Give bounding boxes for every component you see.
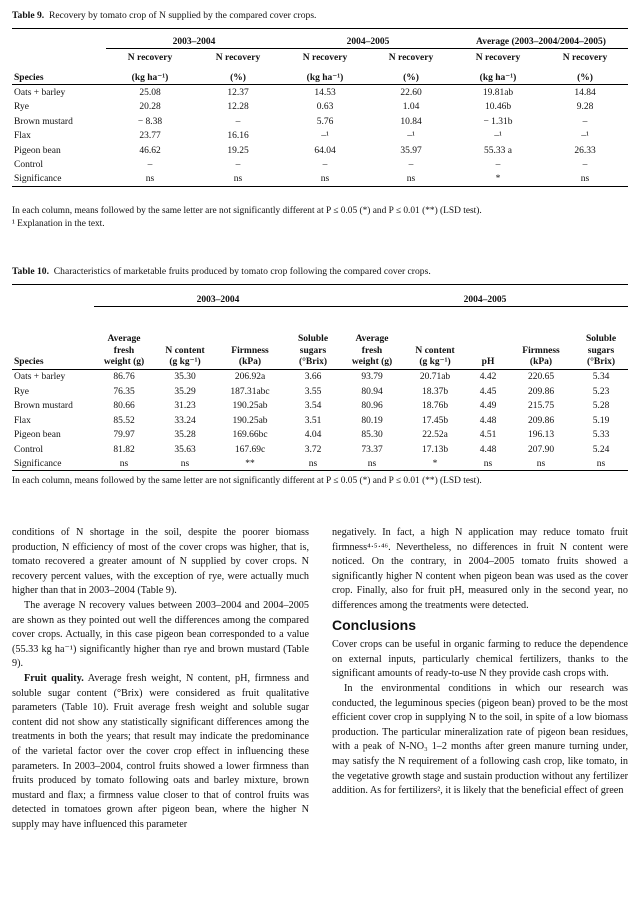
- table-cell: 190.25ab: [232, 415, 268, 426]
- table-cell: 4.42: [479, 372, 497, 383]
- table-cell: –: [147, 160, 153, 171]
- table10-col-header: [574, 317, 628, 369]
- table-row: [12, 172, 628, 187]
- table-row: [12, 85, 628, 100]
- table9-col-unit: (kg ha⁻¹): [282, 65, 368, 85]
- table-cell: 167.69c: [234, 444, 266, 455]
- table-cell: 5.28: [592, 401, 610, 412]
- table-cell: 9.28: [576, 102, 594, 113]
- table-cell: 1.04: [402, 102, 420, 113]
- table-cell: 209.86: [527, 386, 555, 397]
- table9-group-header: 2003–2004: [106, 29, 282, 49]
- table-cell: ns: [94, 456, 154, 471]
- table-cell: 79.97: [113, 430, 135, 441]
- table-cell: − 1.31b: [483, 116, 513, 127]
- table-cell: 196.13: [527, 430, 555, 441]
- table10-col-header: [216, 317, 284, 369]
- table9-note: In each column, means followed by the same letter are not significantly different at P ≤ 0.05 (*) and P ≤ 0.01 (**) (LSD test).: [12, 206, 482, 216]
- conclusions-heading: Conclusions: [332, 616, 417, 633]
- table9-col-header: N recovery: [475, 53, 521, 64]
- table10-col-header-line: N content: [165, 345, 205, 356]
- table-cell: 3.72: [304, 444, 322, 455]
- table10-col-header-line: sugars: [299, 345, 327, 356]
- table-cell: 19.81ab: [482, 87, 514, 98]
- table-cell: 18.37b: [421, 386, 449, 397]
- table-cell: 35.28: [174, 430, 196, 441]
- table-cell: 3.54: [304, 401, 322, 412]
- table-row: [12, 114, 628, 129]
- table-cell: 80.94: [361, 386, 383, 397]
- table9-col-unit: (kg ha⁻¹): [454, 65, 542, 85]
- table-cell: 10.84: [400, 116, 422, 127]
- table-cell: *: [402, 456, 468, 471]
- table-cell: 33.24: [174, 415, 196, 426]
- table10-col-header-line: Soluble: [297, 334, 329, 345]
- table10-species-header: Species: [12, 317, 94, 369]
- table-row: [12, 128, 628, 143]
- table-cell: 64.04: [314, 145, 336, 156]
- table-cell: 35.30: [174, 372, 196, 383]
- table10-col-header-line: Firmness: [231, 345, 269, 356]
- table-cell: 3.55: [304, 386, 322, 397]
- table-cell: –: [322, 160, 328, 171]
- table-cell: 76.35: [113, 386, 135, 397]
- table-cell: 22.52a: [422, 430, 448, 441]
- table-cell: ns: [284, 456, 342, 471]
- table-cell: *: [454, 172, 542, 187]
- table-cell: 31.23: [174, 401, 196, 412]
- table9-footnote: ¹ Explanation in the text.: [12, 219, 105, 229]
- table-cell: 35.63: [174, 444, 196, 455]
- table10-col-header: [468, 317, 508, 369]
- table10-col-header: [342, 317, 402, 369]
- table-cell: ns: [194, 172, 282, 187]
- paragraph: negatively. In fact, a high N application may reduce tomato fruit firmness⁴·⁵·⁴⁶. Nevertheless, no differences in fruit N content were noticed. On the contrary, in 2004–2005 tomato fruits showed a significantly higher N content when pigeon bean was used as the cover crop. Finally, also for fruit pH, measured only in the second year, no differences among the treatments were detected.: [332, 527, 628, 611]
- species-cell: Significance: [12, 172, 106, 187]
- table10-col-header-line: weight (g): [103, 357, 145, 368]
- table-cell: 4.04: [304, 430, 322, 441]
- paragraph-text: Average fresh weight, N content, pH, firmness and soluble sugar content (°Brix) were considered as fruit qualitative parameters (Table 10). Fruit average fresh weight and soluble sugar content did not show any statistically significant differences among the treatments in both the years; that result may indicate the predominance of the varietal factor over the cover crop effect in influencing these parameters. In 2003–2004, control fruits showed a lower firmness than fruits produced by tomato following oats and barley mixture, brown mustard and flax; a firmness value closer to that of control fruits was detected in tomatoes grown after pigeon bean, where the higher N supply may have influenced this parameter: [12, 672, 309, 830]
- species-cell: Flax: [14, 415, 31, 426]
- species-cell: Rye: [14, 102, 29, 113]
- table-cell: 206.92a: [234, 372, 266, 383]
- table10-group-header: 2004–2005: [342, 285, 628, 307]
- table-cell: 81.82: [113, 444, 135, 455]
- table-cell: ns: [368, 172, 454, 187]
- table-cell: 3.51: [304, 415, 322, 426]
- table-cell: 73.37: [361, 444, 383, 455]
- table10-col-header: [154, 317, 216, 369]
- table-cell: –: [235, 160, 241, 171]
- paragraph: Cover crops can be useful in organic farming to reduce the dependence on external inputs, particularly chemical fertilizers, thanks to the significant amounts of ready-to-use N they provide cash crops with.: [332, 639, 628, 680]
- table-cell: 4.48: [479, 415, 497, 426]
- table-cell: 5.19: [592, 415, 610, 426]
- table-cell: 209.86: [527, 415, 555, 426]
- table-cell: 5.33: [592, 430, 610, 441]
- table-cell: ns: [154, 456, 216, 471]
- table-cell: 19.25: [227, 145, 249, 156]
- table9-col-header: N recovery: [127, 53, 173, 64]
- table-cell: ns: [342, 456, 402, 471]
- table10: [12, 284, 628, 471]
- table-cell: 12.37: [227, 87, 249, 98]
- table-cell: **: [216, 456, 284, 471]
- table-cell: ns: [106, 172, 194, 187]
- table-cell: 4.51: [479, 430, 497, 441]
- table-cell: 4.45: [479, 386, 497, 397]
- table10-caption-label: Table 10.: [12, 266, 49, 277]
- table-cell: 5.76: [316, 116, 334, 127]
- table-cell: 85.52: [113, 415, 135, 426]
- table-cell: 5.23: [592, 386, 610, 397]
- table-cell: 80.66: [113, 401, 135, 412]
- table-row: [12, 442, 628, 457]
- table-cell: 17.45b: [421, 415, 449, 426]
- species-cell: Brown mustard: [14, 116, 73, 127]
- table-cell: 55.33 a: [484, 145, 512, 156]
- table10-group-header: 2003–2004: [94, 285, 342, 307]
- table-cell: 215.75: [527, 401, 555, 412]
- table-row: [12, 143, 628, 158]
- table10-col-header-line: sugars: [587, 345, 615, 356]
- table9-caption-label: Table 9.: [12, 10, 45, 21]
- table-cell: 207.90: [527, 444, 555, 455]
- table-cell: 10.46b: [484, 102, 512, 113]
- table10-col-header-line: (kPa): [529, 357, 553, 368]
- table-cell: 20.71ab: [419, 372, 451, 383]
- table10-col-header-line: (°Brix): [586, 357, 616, 368]
- table-row: [12, 456, 628, 471]
- table9-col-unit: (%): [542, 65, 628, 85]
- table-cell: 25.08: [139, 87, 161, 98]
- table-cell: 93.79: [361, 372, 383, 383]
- table10-col-header-line: Average: [107, 334, 141, 345]
- species-cell: Rye: [14, 386, 29, 397]
- table-cell: –: [582, 116, 588, 127]
- table-cell: ns: [508, 456, 574, 471]
- table9-col-header: N recovery: [302, 53, 348, 64]
- species-cell: Brown mustard: [14, 401, 73, 412]
- table-cell: –: [582, 160, 588, 171]
- table-cell: 5.24: [592, 444, 610, 455]
- table10-col-header-line: Average: [355, 334, 389, 345]
- table-row: [12, 157, 628, 172]
- table9-col-unit: (%): [368, 65, 454, 85]
- table-cell: 0.63: [316, 102, 334, 113]
- table-cell: 14.84: [574, 87, 596, 98]
- fruit-quality-heading: Fruit quality.: [24, 672, 84, 684]
- table-cell: –¹: [494, 131, 502, 142]
- table9-col-header: N recovery: [215, 53, 261, 64]
- paragraph: The average N recovery values between 2003–2004 and 2004–2005 are shown as they pointed out well the differences among the compared cover crops. Actually, in this case pigeon bean corresponded to a value (55.33 kg ha⁻¹) significantly higher than rye and brown mustard (Table 9).: [12, 599, 309, 670]
- table-row: [12, 384, 628, 399]
- paragraph: In the environmental conditions in which our research was conducted, the leguminous species (pigeon bean) proved to be the most efficient cover crop in supplying N to the soil, in spite of a low biomass production. The particular mineralization rate of pigeon bean residues, with a peak of N-NO₃ 1–2 months after green manure turning under, may satisfy the N requirement of a following cash crop, like tomato, in the vegetative growth stage and sustain production without any fertilizer addition. As for fertilizers², it is likely that the beneficial effect of green: [332, 682, 628, 797]
- table-cell: 5.34: [592, 372, 610, 383]
- table-cell: 4.49: [479, 401, 497, 412]
- table10-col-header: [94, 317, 154, 369]
- table10-col-header-line: N content: [415, 345, 455, 356]
- species-cell: Control: [14, 160, 44, 171]
- table9-group-header: 2004–2005: [282, 29, 454, 49]
- table-cell: 18.76b: [421, 401, 449, 412]
- table10-col-header-line: (kPa): [238, 357, 262, 368]
- table10-note: In each column, means followed by the same letter are not significantly different at P ≤ 0.05 (*) and P ≤ 0.01 (**) (LSD test).: [12, 476, 482, 486]
- table9-caption-text: Recovery by tomato crop of N supplied by the compared cover crops.: [48, 10, 317, 21]
- table-cell: –: [495, 160, 501, 171]
- table10-col-header-line: fresh: [361, 345, 383, 356]
- table-cell: 46.62: [139, 145, 161, 156]
- table10-col-header-line: Soluble: [585, 334, 617, 345]
- table10-col-header-line: pH: [481, 357, 495, 368]
- table-cell: 23.77: [139, 131, 161, 142]
- table10-col-header-line: (g kg⁻¹): [169, 357, 201, 368]
- table-cell: 80.19: [361, 415, 383, 426]
- table10-col-header-line: Firmness: [522, 345, 560, 356]
- table-cell: 35.97: [400, 145, 422, 156]
- left-column: [12, 526, 309, 832]
- species-cell: Oats + barley: [14, 87, 66, 98]
- table-cell: 22.60: [400, 87, 422, 98]
- species-cell: Pigeon bean: [14, 145, 61, 156]
- table-row: [12, 99, 628, 114]
- species-cell: Oats + barley: [14, 372, 66, 383]
- table-cell: –: [235, 116, 241, 127]
- table9-species-header: Species: [12, 65, 106, 85]
- table-cell: 4.48: [479, 444, 497, 455]
- table-cell: 86.76: [113, 372, 135, 383]
- paragraph: conditions of N shortage in the soil, despite the poorer biomass production, N efficiency of most of the cover crops was higher, that is, tomato recovered a greater amount of N supplied by cover crops. N recovery percent values, with the exception of rye, were actually much higher than that in 2003–2004 (Table 9).: [12, 527, 309, 597]
- table10-col-header-line: (g kg⁻¹): [419, 357, 451, 368]
- table-cell: ns: [468, 456, 508, 471]
- table-cell: 20.28: [139, 102, 161, 113]
- table9-caption: [12, 10, 316, 22]
- table9-col-unit: (kg ha⁻¹): [106, 65, 194, 85]
- table9: [12, 28, 628, 187]
- table10-col-header-line: (°Brix): [298, 357, 328, 368]
- table-cell: 26.33: [574, 145, 596, 156]
- table9-group-header: Average (2003–2004/2004–2005): [454, 29, 628, 49]
- table9-col-unit: (%): [194, 65, 282, 85]
- table-cell: − 8.38: [137, 116, 163, 127]
- table10-col-header: [508, 317, 574, 369]
- table-cell: 80.96: [361, 401, 383, 412]
- table9-col-header: N recovery: [388, 53, 434, 64]
- table-cell: 190.25ab: [232, 401, 268, 412]
- table-cell: –¹: [321, 131, 329, 142]
- table-cell: ns: [574, 456, 628, 471]
- table10-col-header: [284, 317, 342, 369]
- table-cell: ns: [542, 172, 628, 187]
- table10-col-header-line: weight (g): [351, 357, 393, 368]
- table-cell: 187.31abc: [230, 386, 270, 397]
- table10-col-header-line: fresh: [113, 345, 135, 356]
- table-cell: 85.30: [361, 430, 383, 441]
- table-cell: –¹: [581, 131, 589, 142]
- table-cell: –: [408, 160, 414, 171]
- table-row: [12, 427, 628, 442]
- table10-caption-text: Characteristics of marketable fruits produced by tomato crop following the compared cover crops.: [53, 266, 431, 277]
- table-cell: 17.13b: [421, 444, 449, 455]
- table-cell: 220.65: [527, 372, 555, 383]
- table-cell: 169.66bc: [232, 430, 268, 441]
- table-cell: 14.53: [314, 87, 336, 98]
- table-cell: ns: [282, 172, 368, 187]
- paragraph: [12, 672, 309, 833]
- table-row: [12, 369, 628, 384]
- species-cell: Control: [14, 444, 44, 455]
- table-cell: –¹: [407, 131, 415, 142]
- table9-col-header: N recovery: [562, 53, 608, 64]
- table-cell: 12.28: [227, 102, 249, 113]
- table-cell: 35.29: [174, 386, 196, 397]
- species-cell: Flax: [14, 131, 31, 142]
- table-cell: 16.16: [227, 131, 249, 142]
- species-cell: Significance: [12, 456, 94, 471]
- table-row: [12, 398, 628, 413]
- table10-col-header: [402, 317, 468, 369]
- right-column: [332, 526, 628, 799]
- table-row: [12, 413, 628, 428]
- species-cell: Pigeon bean: [14, 430, 61, 441]
- table10-caption: [12, 266, 431, 278]
- table-cell: 3.66: [304, 372, 322, 383]
